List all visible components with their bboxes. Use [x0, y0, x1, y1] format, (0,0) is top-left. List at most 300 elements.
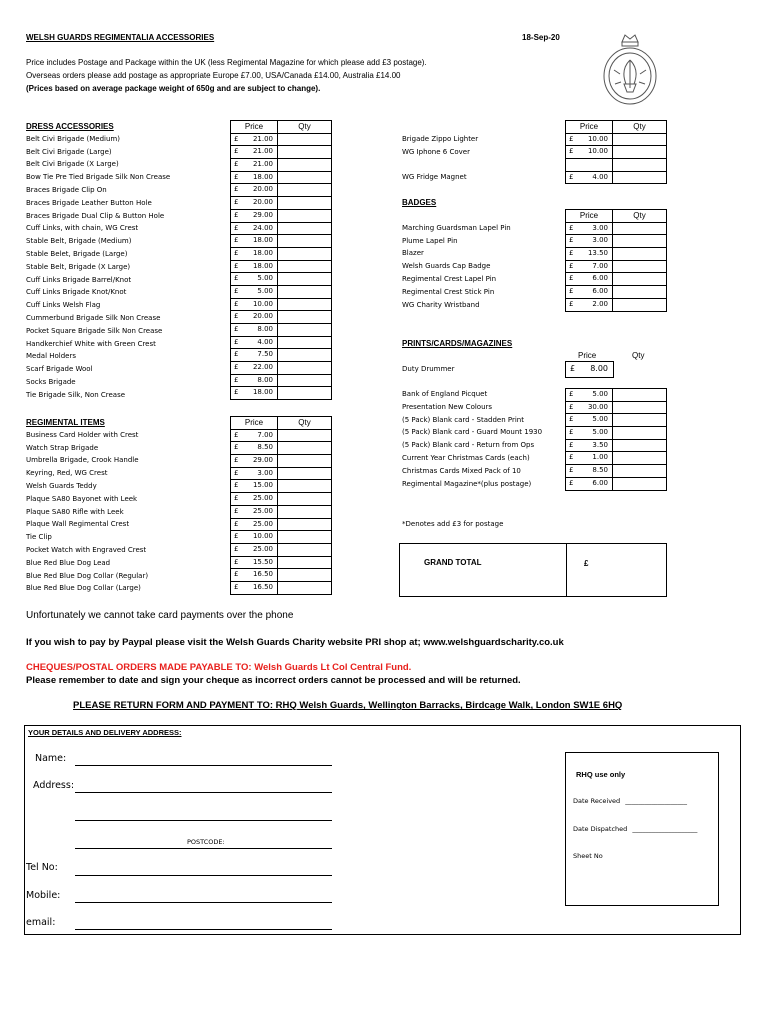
duty-drummer-price-cell: [565, 361, 614, 378]
badges-price-cell: [566, 248, 613, 261]
table-row: [231, 362, 332, 375]
badges-price-table: [565, 209, 667, 312]
table-row: [231, 171, 332, 184]
dress-qty-cell[interactable]: [278, 311, 332, 324]
dress-qty-cell[interactable]: [278, 235, 332, 248]
table-row: [231, 531, 332, 544]
regimental-item-price: 16.50: [252, 582, 273, 591]
currency-symbol: £: [234, 325, 239, 333]
dress-qty-cell[interactable]: [278, 298, 332, 311]
table-row: [566, 222, 667, 235]
dress-qty-cell[interactable]: [278, 374, 332, 387]
dress-item-price: 18.00: [252, 172, 273, 181]
table-row: [566, 171, 667, 184]
currency-symbol: £: [234, 570, 239, 579]
dress-qty-cell[interactable]: [278, 197, 332, 210]
regimental-item-name: Blue Red Blue Dog Collar (Large): [26, 584, 141, 593]
dress-item-name: Cummerbund Brigade Silk Non Crease: [26, 314, 161, 322]
grand-total-box: [399, 543, 667, 597]
badges-price-cell: [566, 298, 613, 311]
badges-qty-cell[interactable]: [613, 298, 667, 311]
prints-item-price: 6.00: [592, 478, 608, 487]
badges-qty-cell[interactable]: [613, 222, 667, 235]
currency-symbol: £: [234, 172, 239, 181]
regimental-item-price: 3.00: [257, 468, 273, 477]
regimental-qty-cell[interactable]: [278, 455, 332, 468]
prints-item-name: (5 Pack) Blank card - Guard Mount 1930: [402, 428, 543, 437]
email-field[interactable]: [75, 929, 332, 930]
dress-item-price: 22.00: [252, 363, 273, 372]
prints-item-name: Current Year Christmas Cards (each): [402, 454, 530, 462]
dress-qty-cell[interactable]: [278, 387, 332, 400]
regimental-price-cell: [231, 467, 278, 480]
prints-item-name: Christmas Cards Mixed Pack of 10: [402, 466, 521, 475]
dress-qty-cell[interactable]: [278, 247, 332, 260]
tel-field[interactable]: [75, 875, 332, 876]
dress-price-cell: [231, 298, 278, 311]
table-row: [231, 247, 332, 260]
currency-symbol: £: [569, 147, 574, 156]
dress-price-cell: [231, 133, 278, 146]
dress-item-price: 8.00: [257, 325, 273, 333]
currency-symbol: £: [234, 223, 239, 232]
misc-qty-cell[interactable]: [613, 146, 667, 159]
regimental-price-cell: [231, 556, 278, 569]
dress-price-cell: [231, 260, 278, 273]
currency-symbol: £: [569, 134, 574, 143]
grand-total-label: GRAND TOTAL: [424, 558, 482, 567]
regimental-price-cell: [231, 505, 278, 518]
date-dispatched-row: [573, 825, 697, 833]
badges-price-cell: [566, 273, 613, 286]
rhq-use-only-box: [565, 752, 719, 906]
table-row: [231, 311, 332, 324]
regimental-qty-cell[interactable]: [278, 543, 332, 556]
regimental-item-name: Tie Clip: [26, 533, 52, 542]
currency-symbol: £: [569, 299, 574, 308]
regimental-qty-cell[interactable]: [278, 442, 332, 455]
rhq-title: RHQ use only: [576, 770, 626, 779]
dress-qty-cell[interactable]: [278, 362, 332, 375]
badges-qty-cell[interactable]: [613, 260, 667, 273]
badges-price-cell: [566, 260, 613, 273]
table-row: [231, 543, 332, 556]
table-row: [566, 452, 667, 465]
regimental-qty-header: Qty: [278, 417, 332, 430]
badges-item-name: WG Charity Wristband: [402, 300, 480, 309]
currency-symbol: £: [569, 466, 574, 475]
dress-qty-cell[interactable]: [278, 133, 332, 146]
prints-qty-header: Qty: [632, 351, 645, 360]
dress-item-price: 18.00: [252, 248, 273, 257]
sign-cheque-note: Please remember to date and sign your cheque as incorrect orders cannot be processed and will be returned.: [26, 675, 521, 686]
date-dispatched-label: Date Dispatched: [573, 825, 628, 833]
dress-price-cell: [231, 247, 278, 260]
currency-symbol: £: [234, 468, 239, 477]
badges-qty-cell[interactable]: [613, 286, 667, 299]
prints-qty-cell[interactable]: [613, 389, 667, 402]
regimental-qty-cell[interactable]: [278, 556, 332, 569]
date-received-label: Date Received: [573, 797, 621, 805]
date-received-field[interactable]: ___________________: [625, 797, 688, 805]
currency-symbol: £: [569, 249, 574, 258]
dress-qty-cell[interactable]: [278, 146, 332, 159]
mobile-field[interactable]: [75, 902, 332, 903]
regimental-item-price: 25.00: [252, 506, 273, 515]
tel-label: Tel No:: [26, 862, 58, 873]
dress-price-cell: [231, 374, 278, 387]
prints-item-price: 30.00: [587, 402, 608, 411]
currency-symbol: £: [569, 172, 574, 181]
dress-qty-cell[interactable]: [278, 273, 332, 286]
regimental-qty-cell[interactable]: [278, 581, 332, 594]
regimental-crest-icon: [600, 32, 660, 107]
regimental-qty-cell[interactable]: [278, 505, 332, 518]
postage-line-2: Overseas orders please add postage as appropriate Europe £7.00, USA/Canada £14.00, Australia £14.00: [26, 71, 401, 80]
currency-symbol: £: [234, 582, 239, 591]
currency-symbol: £: [234, 248, 239, 257]
prints-price-cell: [566, 414, 613, 427]
currency-symbol: £: [234, 363, 239, 372]
dress-item-name: Stable Belt, Brigade (Medium): [26, 237, 132, 246]
dress-item-name: Belt Civi Brigade (Medium): [26, 134, 120, 143]
card-payment-note: Unfortunately we cannot take card payments over the phone: [26, 610, 294, 621]
regimental-qty-cell[interactable]: [278, 467, 332, 480]
table-row: [566, 401, 667, 414]
currency-symbol: £: [569, 287, 574, 296]
regimental-price-cell: [231, 518, 278, 531]
dress-price-cell: [231, 285, 278, 298]
dress-price-cell: [231, 387, 278, 400]
badges-qty-cell[interactable]: [613, 235, 667, 248]
dress-item-name: Cuff Links Welsh Flag: [26, 301, 101, 310]
regimental-item-name: Keyring, Red, WG Crest: [26, 469, 108, 478]
prints-price-cell: [566, 401, 613, 414]
prints-price-cell: [566, 439, 613, 452]
prints-item-price: 8.50: [592, 466, 608, 475]
currency-symbol: £: [569, 274, 574, 283]
table-row: [566, 248, 667, 261]
dress-item-price: 5.00: [257, 274, 273, 283]
regimental-price-cell: [231, 581, 278, 594]
regimental-item-price: 25.00: [252, 544, 273, 553]
regimental-price-cell: [231, 569, 278, 582]
prints-price-cell: [566, 465, 613, 478]
dress-item-name: Belt Civi Brigade (Large): [26, 147, 112, 156]
badges-item-name: Welsh Guards Cap Badge: [402, 262, 491, 271]
table-row: [566, 286, 667, 299]
prints-price-header: Price: [578, 351, 597, 360]
table-row: [231, 184, 332, 197]
table-row: [566, 133, 667, 146]
regimental-item-name: Plaque Wall Regimental Crest: [26, 520, 130, 529]
table-row: [231, 467, 332, 480]
dress-item-price: 8.00: [257, 375, 273, 384]
dress-qty-cell[interactable]: [278, 260, 332, 273]
table-row: [231, 349, 332, 362]
misc-item-name: WG Fridge Magnet: [402, 173, 467, 182]
regimental-price-cell: [231, 493, 278, 506]
postage-line-1: Price includes Postage and Package within the UK (less Regimental Magazine for which please add £3 postage).: [26, 58, 427, 67]
regimental-item-price: 8.50: [257, 443, 273, 452]
currency-symbol: £: [234, 532, 239, 541]
dress-qty-cell[interactable]: [278, 184, 332, 197]
regimental-item-name: Plaque SA80 Rifle with Leek: [26, 507, 124, 516]
table-row: [231, 159, 332, 172]
table-row: [566, 414, 667, 427]
duty-drummer-currency: £: [570, 364, 576, 373]
address-field-line-1[interactable]: [75, 792, 332, 793]
badges-item-price: 2.00: [592, 299, 608, 308]
regimental-price-table: [230, 416, 332, 595]
dress-item-price: 20.00: [252, 185, 273, 194]
badges-qty-cell[interactable]: [613, 248, 667, 261]
table-row: [231, 235, 332, 248]
grand-total-currency[interactable]: £: [584, 559, 589, 568]
prints-heading: PRINTS/CARDS/MAGAZINES: [402, 339, 513, 348]
regimental-items-heading: REGIMENTAL ITEMS: [26, 418, 105, 427]
regimental-price-cell: [231, 429, 278, 442]
currency-symbol: £: [234, 312, 239, 321]
badges-qty-cell[interactable]: [613, 273, 667, 286]
currency-symbol: £: [569, 428, 574, 437]
table-row: [231, 336, 332, 349]
prints-qty-cell[interactable]: [613, 477, 667, 490]
badges-item-price: 3.00: [592, 223, 608, 232]
currency-symbol: £: [234, 350, 239, 359]
dress-item-price: 29.00: [252, 210, 273, 219]
regimental-price-cell: [231, 442, 278, 455]
dress-item-name: Socks Brigade: [26, 378, 76, 386]
dress-item-price: 21.00: [252, 147, 273, 156]
dress-price-cell: [231, 336, 278, 349]
prints-item-name: Bank of England Picquet: [402, 390, 488, 398]
badges-item-name: Marching Guardsman Lapel Pin: [402, 223, 511, 232]
badges-price-cell: [566, 222, 613, 235]
dress-qty-cell[interactable]: [278, 222, 332, 235]
regimental-qty-cell[interactable]: [278, 569, 332, 582]
dress-item-name: Stable Belet, Brigade (Large): [26, 250, 128, 258]
currency-symbol: £: [234, 274, 239, 283]
prints-item-price: 3.50: [592, 440, 608, 449]
misc-item-name: Brigade Zippo Lighter: [402, 134, 479, 143]
misc-price-header: Price: [566, 121, 613, 134]
misc-price-cell: [566, 171, 613, 184]
prints-item-name: (5 Pack) Blank card - Return from Ops: [402, 441, 535, 450]
currency-symbol: £: [234, 236, 239, 245]
postcode-label: POSTCODE:: [187, 838, 225, 846]
table-row: [231, 556, 332, 569]
currency-symbol: £: [234, 299, 239, 308]
dress-price-cell: [231, 197, 278, 210]
regimental-qty-cell[interactable]: [278, 493, 332, 506]
sheet-no-label: Sheet No: [573, 852, 603, 860]
prints-item-price: 5.00: [592, 415, 608, 424]
table-row: [231, 493, 332, 506]
prints-item-name: Regimental Magazine*(plus postage): [402, 479, 532, 488]
dress-qty-cell[interactable]: [278, 336, 332, 349]
dress-item-name: Bow Tie Pre Tied Brigade Silk Non Crease: [26, 173, 171, 182]
badges-item-name: Regimental Crest Lapel Pin: [402, 275, 497, 283]
dress-item-price: 4.00: [257, 337, 273, 346]
table-row: [566, 235, 667, 248]
regimental-item-name: Blue Red Blue Dog Collar (Regular): [26, 571, 149, 580]
currency-symbol: £: [569, 415, 574, 424]
prints-qty-cell[interactable]: [613, 427, 667, 440]
prints-price-cell: [566, 389, 613, 402]
regimental-qty-cell[interactable]: [278, 531, 332, 544]
currency-symbol: £: [234, 286, 239, 295]
address-field-line-2[interactable]: [75, 820, 332, 821]
dress-price-cell: [231, 184, 278, 197]
badges-price-cell: [566, 235, 613, 248]
dress-qty-cell[interactable]: [278, 285, 332, 298]
prints-qty-cell[interactable]: [613, 439, 667, 452]
misc-item-price: 10.00: [587, 147, 608, 156]
dress-item-price: 18.00: [252, 388, 273, 397]
name-label: Name:: [35, 753, 67, 764]
table-row: [231, 260, 332, 273]
price-note: (Prices based on average package weight of 650g and are subject to change).: [26, 84, 321, 93]
currency-symbol: £: [234, 198, 239, 207]
dress-item-name: Scarf Brigade Wool: [26, 365, 93, 374]
currency-symbol: £: [234, 443, 239, 452]
table-row: [566, 439, 667, 452]
dress-qty-header: Qty: [278, 121, 332, 134]
dress-price-cell: [231, 349, 278, 362]
prints-price-table: [565, 388, 667, 491]
dress-qty-cell[interactable]: [278, 171, 332, 184]
currency-symbol: £: [234, 481, 239, 490]
regimental-qty-cell[interactable]: [278, 518, 332, 531]
table-row: [231, 324, 332, 337]
dress-price-cell: [231, 146, 278, 159]
currency-symbol: £: [234, 557, 239, 566]
table-row: [231, 442, 332, 455]
misc-price-cell: [566, 159, 613, 172]
dress-qty-cell[interactable]: [278, 349, 332, 362]
dress-item-price: 5.00: [257, 286, 273, 295]
table-row: [231, 298, 332, 311]
table-row: [231, 480, 332, 493]
return-address-note: PLEASE RETURN FORM AND PAYMENT TO: RHQ Welsh Guards, Wellington Barracks, Birdcage Walk, London SW1E 6HQ: [73, 700, 623, 711]
duty-drummer-price: 8.00: [590, 364, 608, 373]
badges-item-name: Regimental Crest Stick Pin: [402, 287, 495, 296]
regimental-item-price: 15.50: [252, 557, 273, 566]
table-row: [231, 569, 332, 582]
dress-price-cell: [231, 171, 278, 184]
regimental-item-name: Blue Red Blue Dog Lead: [26, 558, 111, 567]
prints-qty-cell[interactable]: [613, 465, 667, 478]
badges-item-price: 3.00: [592, 236, 608, 245]
prints-item-price: 5.00: [592, 390, 608, 398]
dress-item-price: 18.00: [252, 236, 273, 245]
form-date: 18-Sep-20: [522, 33, 560, 42]
currency-symbol: £: [569, 261, 574, 270]
dress-price-cell: [231, 362, 278, 375]
misc-item-name: WG Iphone 6 Cover: [402, 147, 470, 156]
table-row: [231, 197, 332, 210]
dress-qty-cell[interactable]: [278, 159, 332, 172]
regimental-qty-cell[interactable]: [278, 480, 332, 493]
dress-item-name: Braces Brigade Clip On: [26, 186, 107, 194]
dress-item-price: 10.00: [252, 299, 273, 308]
dress-item-name: Stable Belt, Brigade (X Large): [26, 262, 131, 271]
prints-qty-cell[interactable]: [613, 452, 667, 465]
dress-item-price: 20.00: [252, 312, 273, 321]
regimental-qty-cell[interactable]: [278, 429, 332, 442]
prints-price-cell: [566, 452, 613, 465]
dress-price-cell: [231, 222, 278, 235]
currency-symbol: £: [234, 375, 239, 384]
regimental-price-cell: [231, 543, 278, 556]
misc-qty-cell[interactable]: [613, 159, 667, 172]
badges-item-name: Blazer: [402, 249, 424, 258]
misc-qty-cell[interactable]: [613, 133, 667, 146]
dress-item-name: Belt Civi Brigade (X Large): [26, 160, 119, 169]
dress-accessories-heading: DRESS ACCESSORIES: [26, 122, 114, 131]
date-dispatched-field[interactable]: ____________________: [632, 825, 698, 833]
postcode-field[interactable]: [75, 848, 332, 849]
badges-price-cell: [566, 286, 613, 299]
dress-item-name: Cuff Links Brigade Barrel/Knot: [26, 275, 132, 284]
dress-price-cell: [231, 273, 278, 286]
dress-item-price: 18.00: [252, 261, 273, 270]
currency-symbol: £: [234, 544, 239, 553]
regimental-price-cell: [231, 531, 278, 544]
dress-item-name: Cuff Links Brigade Knot/Knot: [26, 288, 127, 297]
badges-heading: BADGES: [402, 198, 437, 207]
address-label: Address:: [33, 780, 75, 791]
table-row: [566, 465, 667, 478]
currency-symbol: £: [569, 440, 574, 449]
misc-item-price: 4.00: [592, 172, 608, 181]
dress-price-cell: [231, 311, 278, 324]
regimental-item-price: 25.00: [252, 494, 273, 503]
prints-qty-cell[interactable]: [613, 414, 667, 427]
currency-symbol: £: [234, 160, 239, 169]
prints-item-price: 1.00: [592, 453, 608, 462]
misc-price-cell: [566, 146, 613, 159]
dress-qty-cell[interactable]: [278, 324, 332, 337]
table-row: [231, 285, 332, 298]
name-field[interactable]: [75, 765, 332, 766]
prints-qty-cell[interactable]: [613, 401, 667, 414]
cheques-payable-note: CHEQUES/POSTAL ORDERS MADE PAYABLE TO: Welsh Guards Lt Col Central Fund.: [26, 662, 412, 673]
table-row: [231, 133, 332, 146]
table-row: [566, 146, 667, 159]
dress-price-cell: [231, 324, 278, 337]
regimental-item-name: Welsh Guards Teddy: [26, 482, 97, 490]
table-row: [231, 209, 332, 222]
table-row: [566, 477, 667, 490]
badges-item-price: 6.00: [592, 274, 608, 283]
table-row: [231, 429, 332, 442]
table-row: [231, 505, 332, 518]
regimental-price-cell: [231, 455, 278, 468]
misc-qty-cell[interactable]: [613, 171, 667, 184]
dress-item-price: 7.50: [257, 350, 273, 359]
currency-symbol: £: [234, 388, 239, 397]
table-row: [231, 455, 332, 468]
prints-item-price: 5.00: [592, 428, 608, 437]
table-row: [566, 298, 667, 311]
dress-qty-cell[interactable]: [278, 209, 332, 222]
regimental-item-price: 25.00: [252, 519, 273, 528]
misc-qty-header: Qty: [613, 121, 667, 134]
dress-item-name: Braces Brigade Dual Clip & Button Hole: [26, 211, 165, 220]
regimental-price-header: Price: [231, 417, 278, 430]
